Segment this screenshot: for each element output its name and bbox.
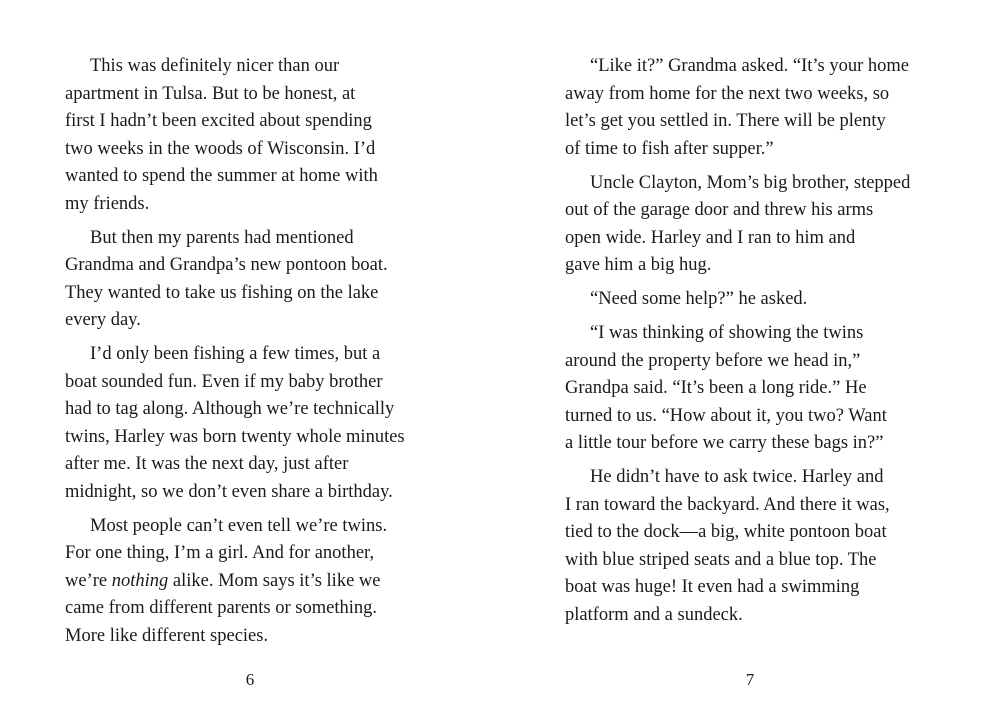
paragraph [65,513,445,651]
text-line: around the property before we head in,” [565,350,861,371]
text-line: “I was thinking of showing the twins [590,323,864,343]
text-line: platform and a sundeck. [565,604,743,625]
paragraph [65,341,445,506]
text-line: let’s get you settled in. There will be plenty [565,111,886,131]
paragraph [565,286,945,314]
text-line: with blue striped seats and a blue top. The [565,549,877,570]
text-line: Grandma and Grandpa’s new pontoon boat. [65,255,388,275]
text-line: More like different species. [65,625,269,646]
text-line: “Like it?” Grandma asked. “It’s your home [590,56,910,76]
text-line: midnight, so we don’t even share a birthday. [65,481,393,502]
emphasized-word: nothing [111,570,169,591]
text-line: after me. It was the next day, just after [65,454,349,474]
text-line: This was definitely nicer than our [90,56,340,76]
paragraph [565,170,945,280]
text-line: boat was huge! It even had a swimming [565,577,860,597]
text-line: away from home for the next two weeks, so [565,83,890,104]
text-line: out of the garage door and threw his arms [565,200,874,220]
text-line: apartment in Tulsa. But to be honest, at [65,83,356,104]
paragraph [65,225,445,335]
text-line: open wide. Harley and I ran to him and [565,227,856,248]
text-line: of time to fish after supper.” [565,138,774,159]
text-line: boat sounded fun. Even if my baby brother [65,371,383,392]
text-line: had to tag along. Although we’re technically [65,399,395,419]
paragraph [565,320,945,458]
text-run: alike. Mom says it’s like we [168,570,381,591]
text-line: Grandpa said. “It’s been a long ride.” He [565,378,867,398]
text-line: my friends. [65,193,150,214]
right-page [500,0,1000,714]
text-line: They wanted to take us fishing on the lake [65,282,379,303]
text-line: Most people can’t even tell we’re twins. [90,515,388,536]
text-line: wanted to spend the summer at home with [65,166,378,186]
text-line: every day. [65,310,141,330]
text-line: a little tour before we carry these bags in?” [565,433,884,453]
paragraph [565,464,945,629]
text-run: we’re [65,570,112,591]
paragraph [65,53,445,218]
left-page-text [65,53,445,657]
text-line: twins, Harley was born twenty whole minutes [65,426,405,447]
text-line: But then my parents had mentioned [90,227,354,248]
text-line: first I hadn’t been excited about spending [65,111,372,131]
text-line: I’d only been fishing a few times, but a [90,344,381,364]
paragraph [565,53,945,163]
text-line: He didn’t have to ask twice. Harley and [590,467,884,487]
text-line: tied to the dock—a big, white pontoon boat [565,522,887,542]
text-line: turned to us. “How about it, you two? Want [565,405,887,426]
text-line [65,568,445,596]
text-line: For one thing, I’m a girl. And for another, [65,543,375,563]
text-line: came from different parents or something. [65,598,377,618]
text-line: Uncle Clayton, Mom’s big brother, stepped [590,172,911,193]
page-number-left: 6 [245,670,255,689]
right-page-text [565,53,945,636]
text-line: I ran toward the backyard. And there it was, [565,494,890,515]
text-line: “Need some help?” he asked. [590,289,808,309]
page-number-right: 7 [745,670,755,689]
text-line: two weeks in the woods of Wisconsin. I’d [65,138,376,159]
text-line: gave him a big hug. [565,255,712,275]
